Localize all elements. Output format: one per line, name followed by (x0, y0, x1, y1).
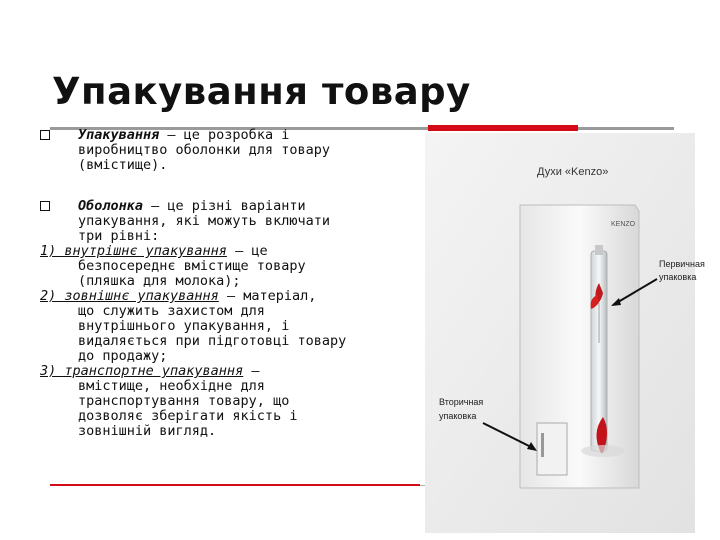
footer-accent-rule (50, 484, 420, 486)
bottle-cap (595, 245, 603, 255)
level-text: – це (226, 243, 268, 259)
body-text (40, 128, 410, 439)
secondary-label-line2: упаковка (439, 411, 477, 421)
level-text-line: внутрішнього упакування, і (78, 318, 290, 334)
level-label: 3) транспортне упакування (40, 363, 244, 379)
level-inner (40, 244, 410, 259)
bullet-text-line: три рівні: (78, 228, 160, 244)
bullet-shell (40, 199, 410, 214)
level-text: – (243, 363, 260, 379)
term-packaging: Упакування (78, 127, 160, 143)
bullet-text-line: упакування, які можуть включати (78, 213, 330, 229)
bullet-text-line: (вмістище). (78, 157, 168, 173)
square-bullet-icon (40, 130, 50, 140)
level-text-line: (пляшка для молока); (78, 273, 241, 289)
photo-caption: Духи «Kenzo» (537, 166, 609, 178)
level-transport (40, 364, 410, 379)
level-text: – матеріал, (218, 288, 317, 304)
level-text-line: видаляється при підготовці товару (78, 333, 347, 349)
square-bullet-icon (40, 201, 50, 211)
level-text-line: зовнішній вигляд. (78, 423, 217, 439)
level-text-line: вмістище, необхідне для (78, 378, 265, 394)
title-underline-right (578, 127, 674, 130)
primary-label-line1: Первичная (659, 259, 705, 269)
bullet-text: – це різні варіанти (143, 198, 306, 214)
level-outer (40, 289, 410, 304)
level-text-line: дозволяє зберігати якість і (78, 408, 298, 424)
level-text-line: транспортування товару, що (78, 393, 290, 409)
bullet-packaging (40, 128, 410, 143)
primary-label-line2: упаковка (659, 272, 697, 282)
term-shell: Оболонка (78, 198, 144, 214)
page-title: Упакування товару (52, 70, 471, 113)
bullet-text-line: виробництво оболонки для товару (78, 142, 330, 158)
small-box-label (541, 433, 544, 457)
secondary-label-line1: Вторичная (439, 397, 484, 407)
level-text-line: до продажу; (78, 348, 168, 364)
bullet-text: – це розробка і (159, 127, 290, 143)
level-text-line: безпосереднє вмістище товару (78, 258, 306, 274)
brand-label: KENZO (611, 221, 636, 228)
level-label: 1) внутрішнє упакування (40, 243, 227, 259)
bottle-shadow (581, 445, 625, 457)
title-accent-bar (428, 125, 578, 131)
level-text-line: що служить захистом для (78, 303, 265, 319)
level-label: 2) зовнішнє упакування (40, 288, 219, 304)
perfume-packaging-photo (425, 133, 705, 533)
